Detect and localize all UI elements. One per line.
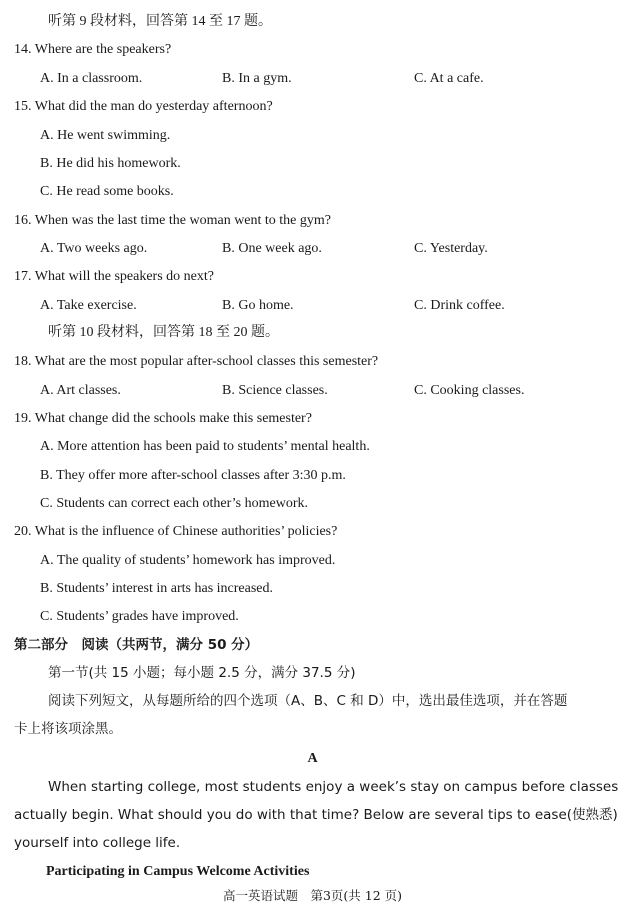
question-14: 14. Where are the speakers? [14,42,172,57]
question-19: 19. What change did the schools make this semester? [14,411,312,426]
option-14-b: B. In a gym. [222,71,292,86]
option-14-c: C. At a cafe. [414,71,484,86]
option-17-a: A. Take exercise. [40,298,137,313]
passage-line-2: actually begin. What should you do with that time? Below are several tips to ease(使熟悉) [14,807,618,823]
option-16-b: B. One week ago. [222,241,322,256]
option-16-c: C. Yesterday. [414,241,488,256]
passage-line-1: When starting college, most students enjoy a week’s stay on campus before classes [48,779,619,795]
passage-letter: A [307,751,318,766]
option-20-b: B. Students’ interest in arts has increased. [40,581,274,596]
option-19-a: A. More attention has been paid to students’ mental health. [40,439,370,454]
option-16-a: A. Two weeks ago. [40,241,148,256]
option-18-b: B. Science classes. [222,383,328,398]
page-footer: 高一英语试题 第3页(共 12 页) [222,888,403,903]
option-17-c: C. Drink coffee. [414,298,505,313]
option-20-c: C. Students’ grades have improved. [40,609,239,624]
option-17-b: B. Go home. [222,298,294,313]
option-18-c: C. Cooking classes. [414,383,525,398]
section-intro-9: 听第 9 段材料，回答第 14 至 17 题。 [48,14,272,29]
option-19-c: C. Students can correct each other’s homework. [40,496,308,511]
reading-instruction-line-2: 卡上将该项涂黑。 [14,721,122,737]
question-16: 16. When was the last time the woman went to the gym? [14,213,332,228]
question-15: 15. What did the man do yesterday afternoon? [14,99,273,114]
part-two-title: 第二部分 阅读（共两节，满分 50 分） [14,637,259,653]
option-15-c: C. He read some books. [40,184,174,199]
option-19-b: B. They offer more after-school classes after 3:30 p.m. [40,468,346,483]
passage-heading: Participating in Campus Welcome Activities [46,864,310,879]
question-18: 18. What are the most popular after-school classes this semester? [14,354,379,369]
passage-line-3: yourself into college life. [14,835,181,851]
option-15-a: A. He went swimming. [40,128,171,143]
option-18-a: A. Art classes. [40,383,121,398]
section-one-title: 第一节(共 15 小题；每小题 2.5 分，满分 37.5 分) [48,665,356,681]
option-20-a: A. The quality of students’ homework has improved. [40,553,336,568]
question-20: 20. What is the influence of Chinese authorities’ policies? [14,524,338,539]
reading-instruction-line-1: 阅读下列短文，从每题所给的四个选项（A、B、C 和 D）中，选出最佳选项，并在答题 [48,693,568,709]
option-14-a: A. In a classroom. [40,71,143,86]
question-17: 17. What will the speakers do next? [14,269,214,284]
option-15-b: B. He did his homework. [40,156,181,171]
section-intro-10: 听第 10 段材料，回答第 18 至 20 题。 [48,325,279,340]
